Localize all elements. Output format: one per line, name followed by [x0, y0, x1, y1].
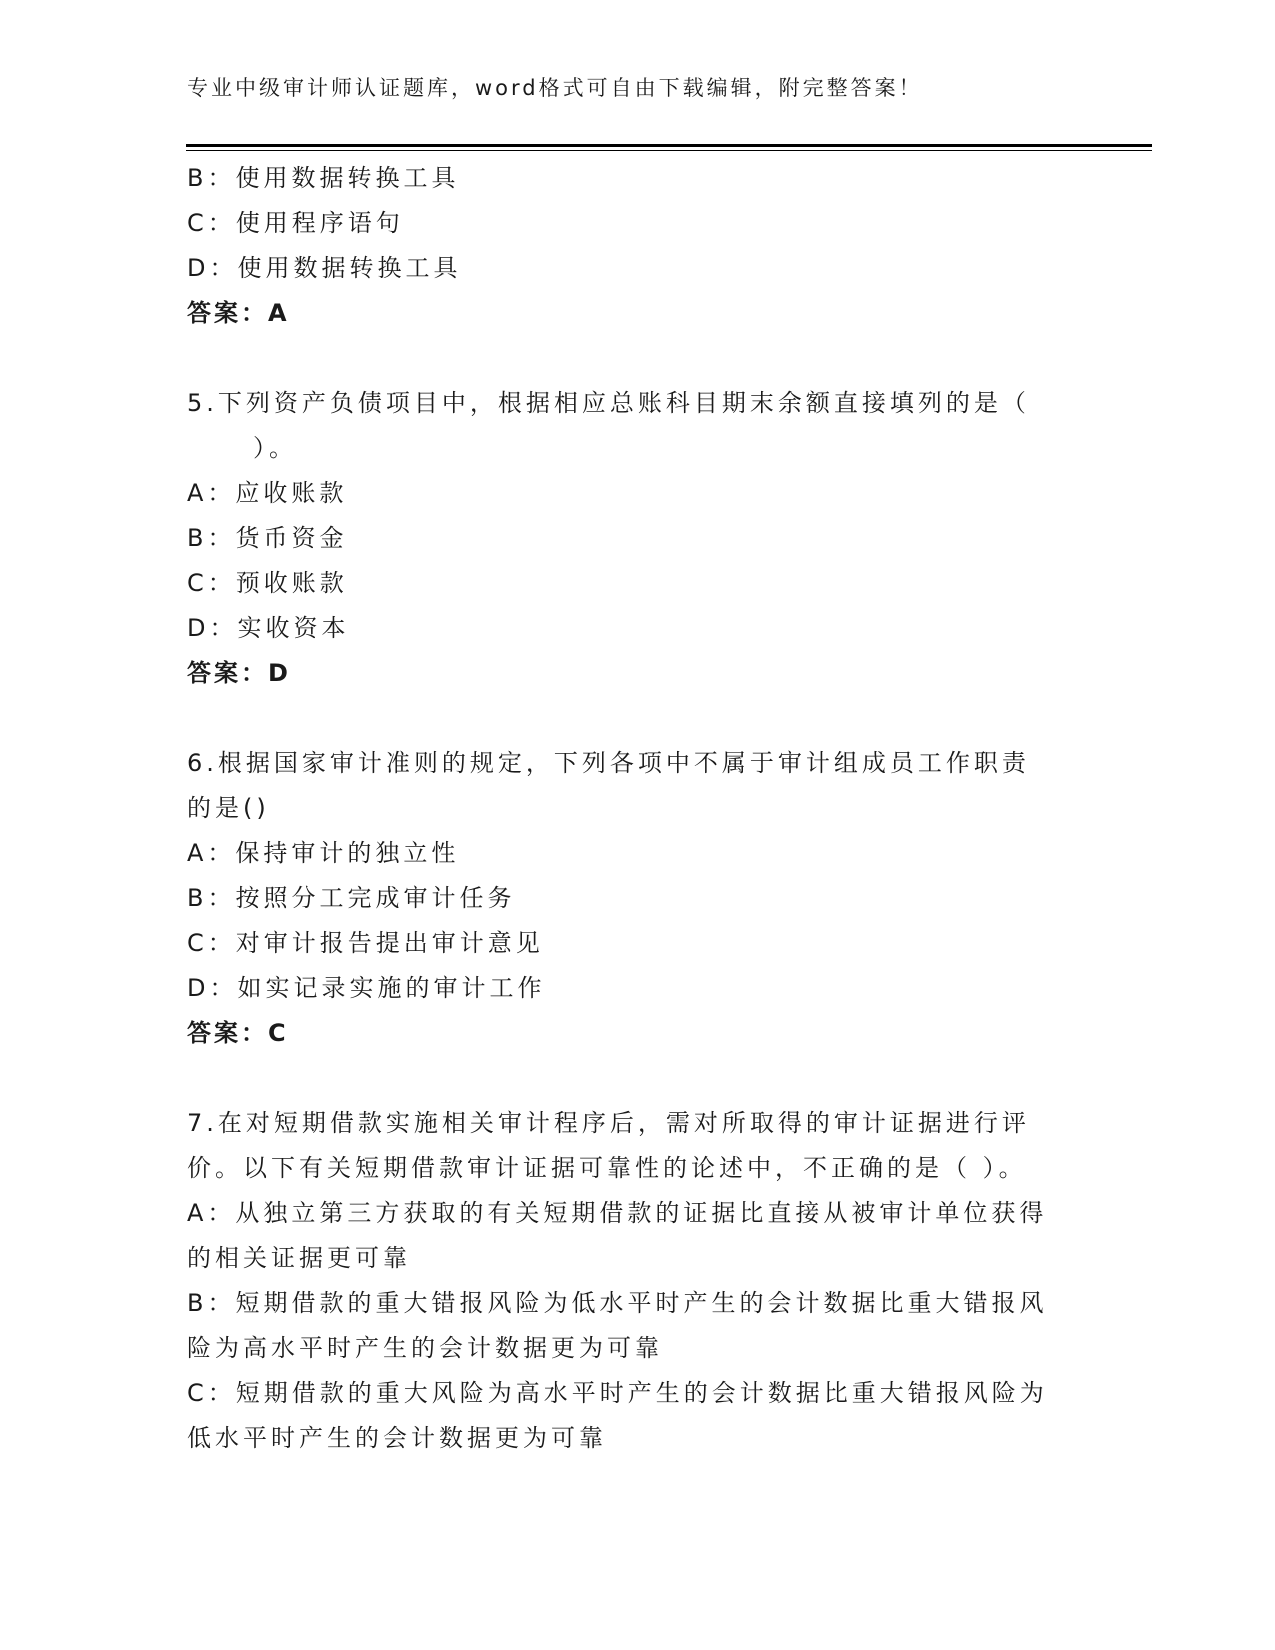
question-6-stem-line-1: 6.根据国家审计准则的规定，下列各项中不属于审计组成员工作职责: [187, 749, 1030, 777]
question-5-stem-text: ）。: [253, 434, 297, 462]
question-7-stem-line-2: 价。以下有关短期借款审计证据可靠性的论述中，不正确的是（ ）。: [187, 1154, 1027, 1182]
header-rule-thick: [186, 144, 1152, 147]
question-7-option-c-line-2: 低水平时产生的会计数据更为可靠: [187, 1424, 607, 1452]
question-6-option-c: C：对审计报告提出审计意见: [187, 929, 544, 957]
question-7-option-c-line-1: C：短期借款的重大风险为高水平时产生的会计数据比重大错报风险为: [187, 1379, 1048, 1407]
spacer: [187, 336, 1087, 381]
question-5-stem-line-1: 5.下列资产负债项目中，根据相应总账科目期末余额直接填列的是（: [187, 389, 1030, 417]
question-5-option-d: D：实收资本: [187, 614, 350, 642]
header-note: 专业中级审计师认证题库，word格式可自由下载编辑，附完整答案！: [187, 76, 923, 100]
answer-line: 答案：A: [187, 299, 290, 327]
question-6-option-b: B：按照分工完成审计任务: [187, 884, 516, 912]
question-7-option-a-line-2: 的相关证据更可靠: [187, 1244, 411, 1272]
header-rule-thin: [186, 150, 1152, 151]
question-5-option-b: B：货币资金: [187, 524, 348, 552]
question-7-option-a-line-1: A：从独立第三方获取的有关短期借款的证据比直接从被审计单位获得: [187, 1199, 1048, 1227]
question-6-option-a: A：保持审计的独立性: [187, 839, 460, 867]
question-6-stem-line-2: 的是(): [187, 794, 270, 822]
question-6-option-d: D：如实记录实施的审计工作: [187, 974, 546, 1002]
question-content: [187, 156, 1087, 1461]
spacer: [187, 1056, 1087, 1101]
question-5-option-a: A：应收账款: [187, 479, 348, 507]
question-5-option-c: C：预收账款: [187, 569, 348, 597]
question-6-answer: 答案：C: [187, 1019, 289, 1047]
question-7-option-b-line-1: B：短期借款的重大错报风险为低水平时产生的会计数据比重大错报风: [187, 1289, 1048, 1317]
question-7-stem-line-1: 7.在对短期借款实施相关审计程序后，需对所取得的审计证据进行评: [187, 1109, 1030, 1137]
option-b: B：使用数据转换工具: [187, 164, 460, 192]
question-5-stem-line-2: [187, 426, 1087, 471]
spacer: [187, 696, 1087, 741]
option-d: D：使用数据转换工具: [187, 254, 462, 282]
question-7-option-b-line-2: 险为高水平时产生的会计数据更为可靠: [187, 1334, 663, 1362]
question-5-answer: 答案：D: [187, 659, 291, 687]
option-c: C：使用程序语句: [187, 209, 404, 237]
